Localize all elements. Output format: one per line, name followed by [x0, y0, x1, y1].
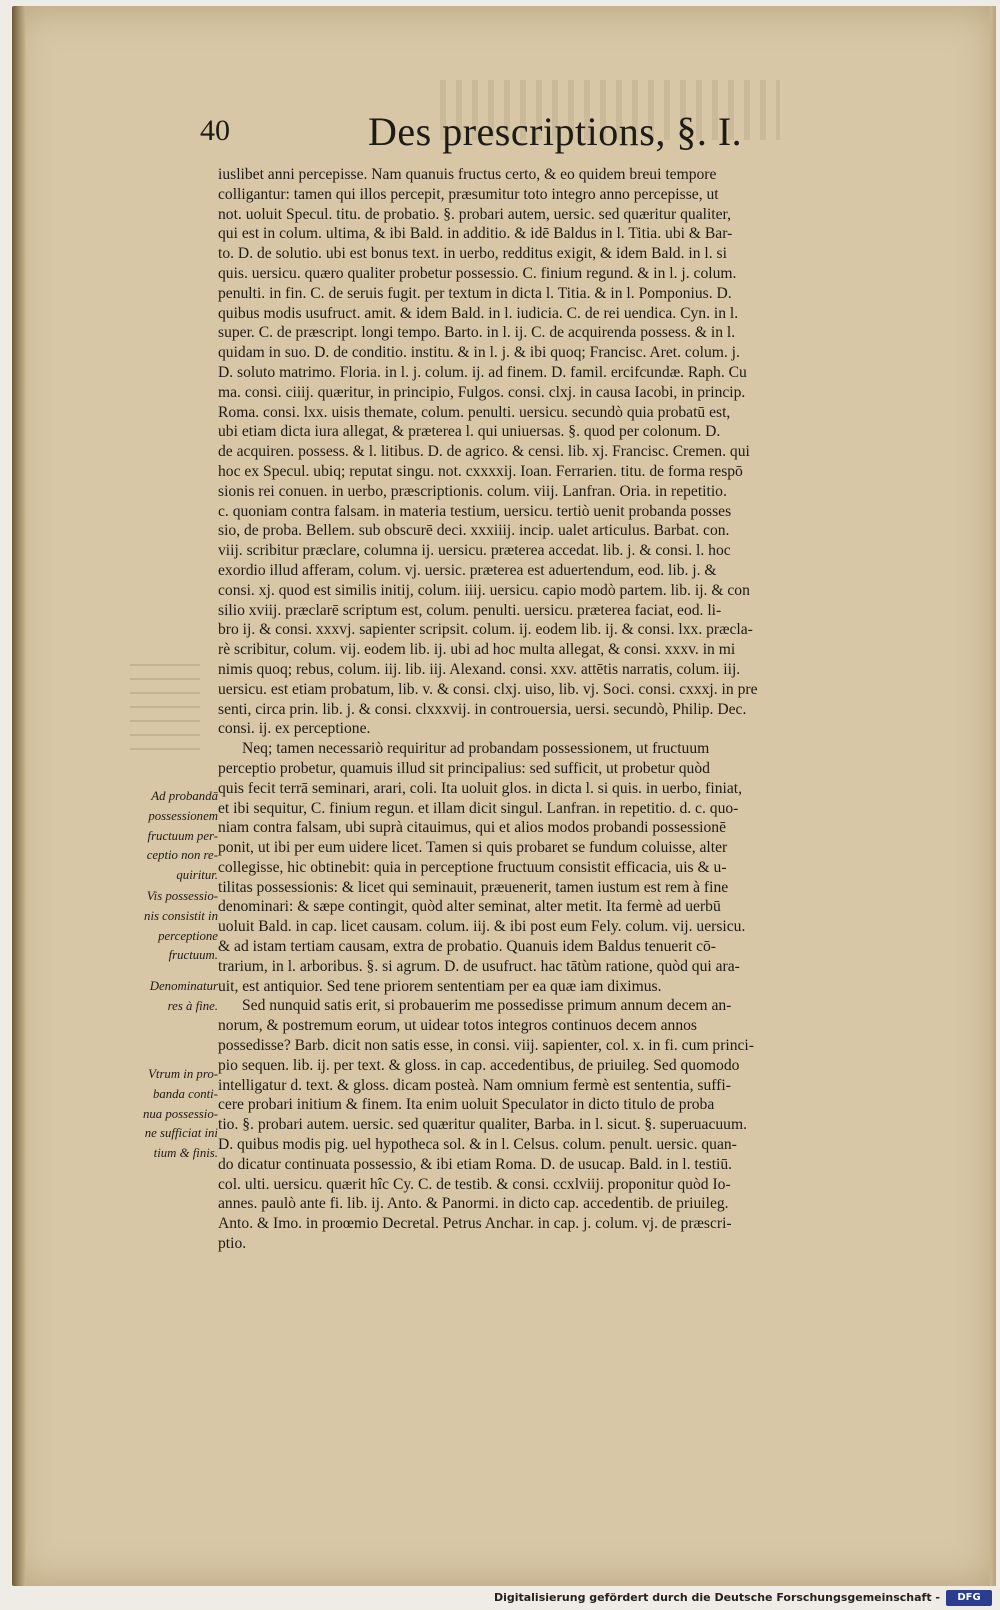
text-line: perceptio probetur, quamuis illud sit principalius: sed sufficit, ut probetur quòd [218, 759, 710, 777]
marginal-note-line: ceptio non re- [146, 848, 218, 863]
text-line: Sed nunquid satis erit, si probauerim me possedisse primum annum decem an- [242, 997, 732, 1015]
text-line: consi. xj. quod est similis initij, colum. iiij. uersicu. capio modò partem. lib. ij. & con [218, 581, 750, 599]
text-line: Neq; tamen necessariò requiritur ad probandam possessionem, ut fructuum [242, 740, 710, 758]
text-line: quibus modis usufruct. amit. & idem Bald. in l. iudicia. C. de rei uendica. Cyn. in l. [218, 304, 739, 322]
body-text [218, 165, 868, 1254]
text-line: denominari: & sæpe contingit, quòd alter seminat, alter metit. Ita fermè ad uerbū [218, 898, 721, 916]
text-line: de acquiren. possess. & l. litibus. D. de agrico. & censi. lib. xj. Francisc. Cremen. qui [218, 443, 750, 461]
text-line: ubi etiam dicta iura allegat, & præterea l. qui uniuersas. §. quod per colonum. D. [218, 423, 721, 441]
text-line: norum, & postremum eorum, ut uidear totos integros continuos decem annos [218, 1017, 697, 1035]
marginal-note-line: tium & finis. [153, 1146, 218, 1161]
marginal-note [118, 787, 218, 886]
marginal-note-line: nis consistit in [144, 908, 218, 923]
marginal-note [118, 887, 218, 966]
text-line: et ibi sequitur, C. finium regun. et illam dicit singul. Lanfran. in repetitio. d. c. quo- [218, 799, 739, 817]
marginal-note [118, 977, 218, 1017]
marginal-note [118, 1065, 218, 1164]
text-line: Roma. consi. lxx. uisis themate, colum. penulti. uersicu. secundò quia probatū est, [218, 403, 731, 421]
marginal-note-line: Denominatur [149, 979, 218, 993]
text-line: super. C. de præscript. longi tempo. Barto. in l. ij. C. de acquirenda possess. & in l. [218, 324, 736, 342]
text-line: tio. §. probari autem. uersic. sed quæritur qualiter, Barba. in l. sicut. §. superuacuum. [218, 1116, 747, 1134]
marginal-note-line: banda conti- [152, 1086, 218, 1101]
marginal-note-line: perceptione [158, 928, 218, 943]
text-line: c. quoniam contra falsam. in materia testium, uersicu. tertiò uenit probanda posses [218, 502, 732, 520]
text-line: collegisse, hic obtinebit: quia in perceptione fructuum consistit efficacia, uis & u- [218, 858, 727, 876]
text-line: quis. uersicu. quæro qualiter probetur possessio. C. finium regund. & in l. j. colum. [218, 264, 737, 282]
text-line: nimis quoq; rebus, colum. iij. lib. iij. Alexand. consi. xxv. attētis narratis, colum. iij. [218, 660, 741, 678]
text-line: uersicu. est etiam probatum, lib. v. & consi. clxj. uiso, lib. vj. Soci. consi. cxxxj. in pre [218, 680, 758, 698]
text-line: senti, circa prin. lib. j. & consi. clxxxvij. in controuersia, uersi. secundò, Philip. Dec. [218, 700, 747, 718]
marginal-note-line: quiritur. [176, 868, 218, 883]
footer-bar [0, 1588, 1000, 1610]
marginal-note-line: fructuum per- [147, 828, 218, 843]
dfg-logo: DFG [946, 1590, 992, 1606]
running-title: Des prescriptions, §. I. [368, 109, 743, 154]
text-line: sio, de proba. Bellem. sub obscurē deci. xxxiiij. incip. ualet articulus. Barbat. con. [218, 522, 730, 540]
marginal-note-line: ne sufficiat ini [144, 1126, 218, 1141]
text-line: cere probari initium & finem. Ita enim uoluit Speculator in dicto titulo de proba [218, 1096, 715, 1114]
text-line: & ad istam tertiam causam, extra de probatio. Quanuis idem Baldus tenuerit cō- [218, 938, 716, 956]
text-line: intelligatur d. text. & gloss. dicam posteà. Nam omnium fermè est sententia, suffi- [218, 1076, 731, 1094]
marginal-note-line: Vis possessio- [146, 889, 218, 903]
bleed-through-margin [130, 660, 200, 750]
text-line: silio xviij. præclarē scriptum est, colum. penulti. uersicu. præterea faciat, eod. li- [218, 601, 722, 619]
text-line: not. uoluit Specul. titu. de probatio. §. probari autem, uersic. sed quæritur qualiter, [218, 205, 731, 223]
text-line: do dicatur continuata possessio, & ibi etiam Roma. D. de usucap. Bald. in l. testiū. [218, 1155, 733, 1173]
text-line: hoc ex Specul. ubiq; reputat singu. not. cxxxxij. Ioan. Ferrarien. titu. de forma respō [218, 462, 743, 480]
text-line: penulti. in fin. C. de seruis fugit. per textum in dicta l. Titia. & in l. Pomponius. D. [218, 284, 732, 302]
marginal-note-line: possessionem [148, 808, 218, 823]
text-line: iuslibet anni percepisse. Nam quanuis fructus certo, & eo quidem breui tempore [218, 166, 717, 183]
text-line: D. quibus modis pig. uel hypotheca sol. & in l. Celsus. colum. penult. uersic. quan- [218, 1136, 737, 1154]
text-line: pio sequen. lib. ij. per text. & gloss. in cap. accedentibus, de priuileg. Sed quomodo [218, 1056, 740, 1074]
text-line: col. ulti. uersicu. quærit hîc Cy. C. de testib. & consi. ccxlviij. proponitur quòd Io- [218, 1175, 731, 1193]
text-line: to. D. de solutio. ubi est bonus text. in uerbo, redditus exigit, & idem Bald. in l. si [218, 245, 727, 263]
digitization-credit: Digitalisierung gefördert durch die Deutsche Forschungsgemeinschaft - [493, 1591, 940, 1604]
marginal-note-line: res à fine. [167, 998, 218, 1013]
text-line: quis fecit terrā seminari, arari, coli. Ita uoluit glos. in dicta l. si quis. in uerbo, finiat, [218, 779, 742, 797]
page-number: 40 [200, 114, 230, 147]
text-line: sionis rei conuen. in uerbo, præscriptionis. colum. viij. Lanfran. Oria. in repetitio. [218, 482, 727, 500]
text-line: colligantur: tamen qui illos percepit, præsumitur toto integro anno percepisse, ut [218, 185, 719, 203]
text-line: Anto. & Imo. in proœmio Decretal. Petrus Anchar. in cap. j. colum. vj. de præscri- [218, 1215, 732, 1233]
text-line: niam contra falsam, ubi suprà citauimus, qui et alios modos probandi possessionē [218, 819, 727, 837]
page-gutter-edge [12, 6, 26, 1586]
text-line: qui est in colum. ultima, & ibi Bald. in additio. & idē Baldus in l. Titia. ubi & Bar- [218, 225, 733, 243]
page-header [200, 108, 760, 158]
page-fore-edge [990, 6, 996, 1586]
text-line: ponit, ut ibi per eum uidere licet. Tamen si quis probaret se fundum coluisse, alter [218, 839, 728, 857]
marginal-note-line: Ad probandā [151, 789, 218, 803]
text-line: uoluit Bald. in cap. licet causam. colum. iij. & ibi post eum Fely. colum. vij. uersicu. [218, 918, 746, 936]
text-line: exordio illud afferam, colum. vj. uersic. præterea est aduertendum, eod. lib. j. & [218, 561, 717, 579]
text-line: ptio. [218, 1235, 247, 1253]
text-line: D. soluto matrimo. Floria. in l. j. colum. ij. ad finem. D. famil. ercifcundæ. Raph. Cu [218, 363, 747, 381]
text-line: rè scribitur, colum. vij. eodem lib. ij. ubi ad hoc multa allegat, & consi. xxxv. in mi [218, 641, 736, 659]
text-line: ma. consi. ciiij. quæritur, in principio, Fulgos. consi. clxj. in causa Iacobi, in princip. [218, 383, 746, 401]
text-line: uit, est antiquior. Sed tene priorem sententiam per ea quæ iam diximus. [218, 977, 662, 995]
text-line: possedisse? Barb. dicit non satis esse, in consi. viij. sapienter, col. x. in fi. cum princi- [218, 1037, 754, 1055]
text-line: viij. scribitur præclare, columna ij. uersicu. præterea accedat. lib. j. & consi. l. hoc [218, 542, 731, 560]
text-line: consi. ij. ex perceptione. [218, 720, 371, 738]
marginal-note-line: Vtrum in pro- [148, 1067, 218, 1081]
marginal-note-line: nua possessio- [142, 1106, 218, 1121]
text-line: quidam in suo. D. de conditio. institu. & in l. j. & ibi quoq; Francisc. Aret. colum. j. [218, 344, 740, 362]
text-line: trarium, in l. arboribus. §. si agrum. D. de usufruct. hac tātùm ratione, quòd qui ara- [218, 957, 740, 975]
text-line: tilitas possessionis: & licet qui seminauit, præuenerit, tamen iustum est rem à fine [218, 878, 729, 896]
marginal-note-line: fructuum. [168, 948, 218, 963]
text-line: annes. paulò ante fi. lib. ij. Anto. & Panormi. in dicto cap. accedentib. de priuileg. [218, 1195, 729, 1213]
text-line: bro ij. & consi. xxxvj. sapienter scripsit. colum. ij. eodem lib. ij. & consi. lxx. præcla- [218, 621, 753, 639]
